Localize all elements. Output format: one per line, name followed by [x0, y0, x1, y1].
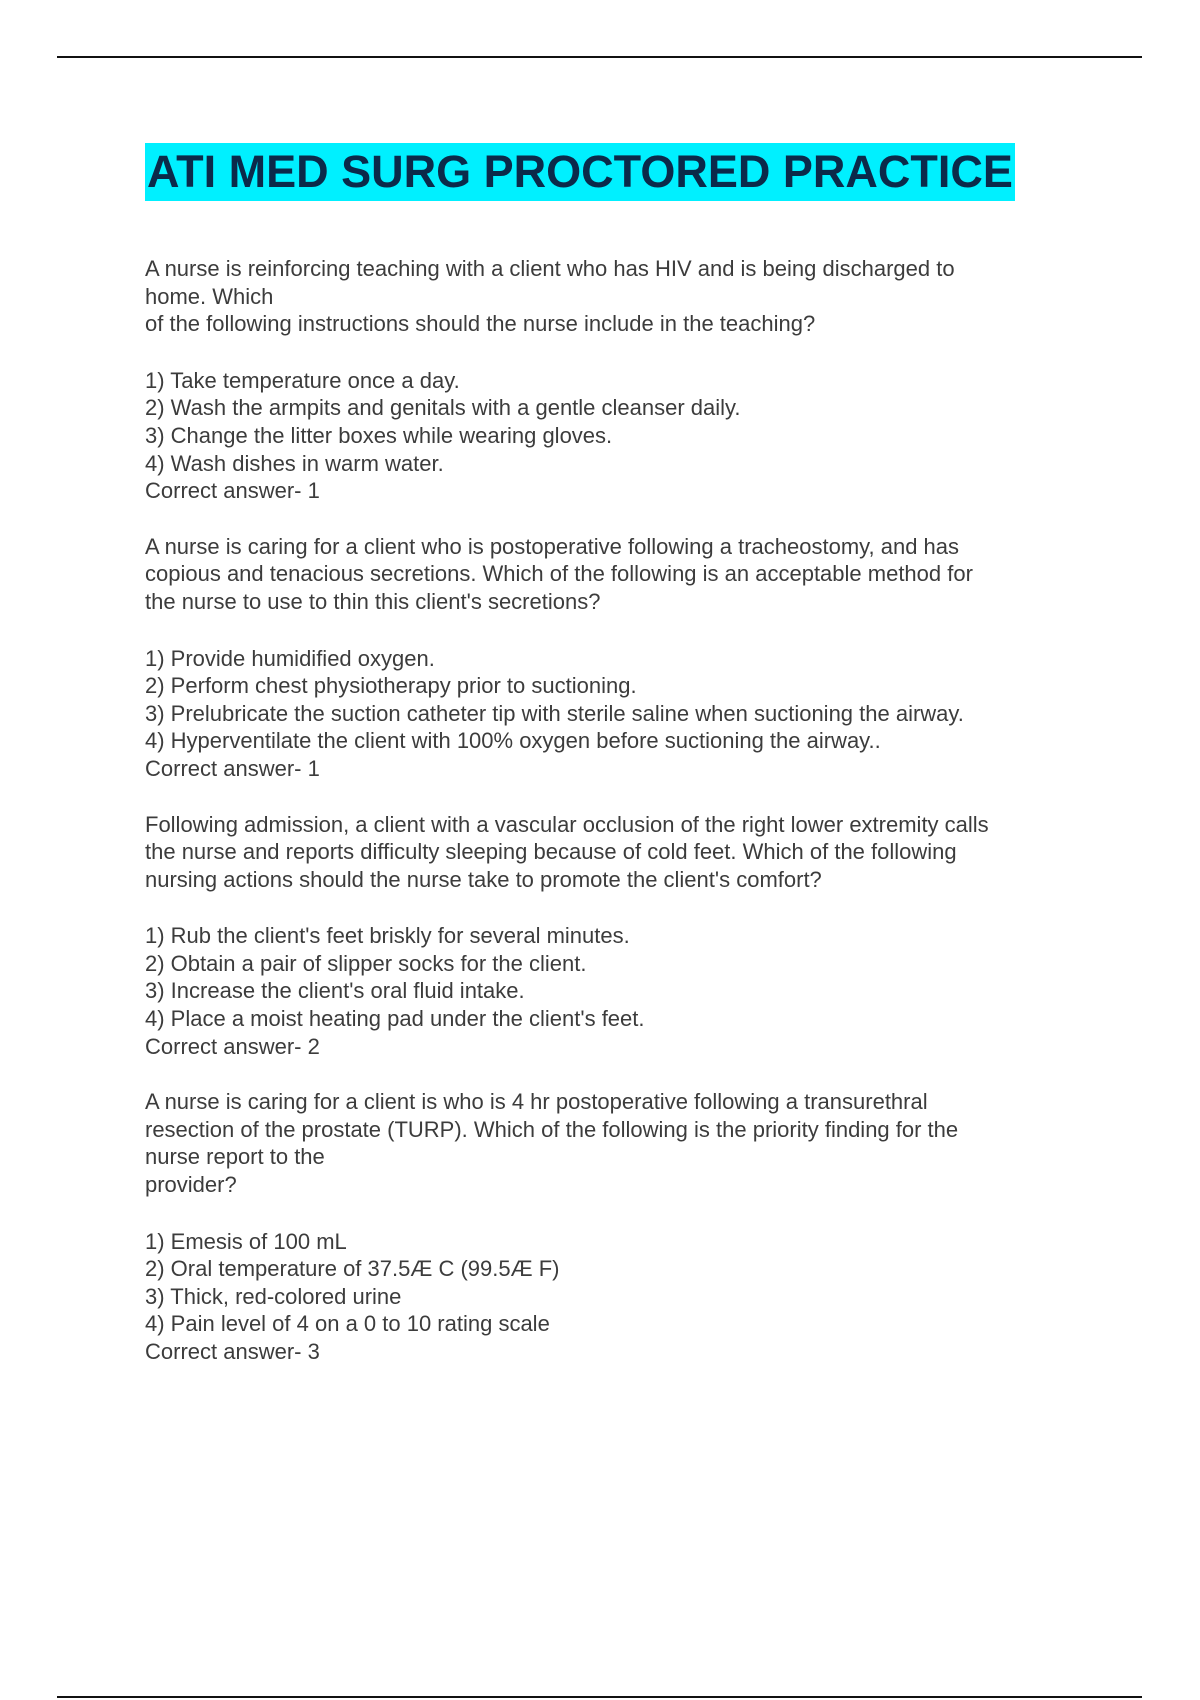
option-item: 2) Wash the armpits and genitals with a gentle cleanser daily.: [145, 395, 741, 421]
option-item: 1) Take temperature once a day.: [145, 367, 460, 393]
question-block: [145, 1088, 1085, 1365]
stem-line: resection of the prostate (TURP). Which of the following is the priority finding for the: [145, 1116, 959, 1142]
answer-options: [145, 922, 1085, 1060]
answer-options: [145, 645, 1085, 783]
stem-line: Following admission, a client with a vascular occlusion of the right lower extremity calls: [145, 811, 989, 837]
correct-answer: Correct answer- 2: [145, 1033, 320, 1059]
stem-line: A nurse is caring for a client who is postoperative following a tracheostomy, and has: [145, 533, 960, 559]
question-block: [145, 811, 1085, 1061]
document-title: ATI MED SURG PROCTORED PRACTICE: [147, 146, 1013, 197]
stem-line: of the following instructions should the nurse include in the teaching?: [145, 311, 816, 337]
question-stem: [145, 1088, 1085, 1198]
top-rule: [57, 56, 1142, 58]
stem-line: nurse report to the: [145, 1144, 325, 1170]
correct-answer: Correct answer- 1: [145, 755, 320, 781]
option-item: 3) Change the litter boxes while wearing gloves.: [145, 422, 613, 448]
option-item: 3) Prelubricate the suction catheter tip with sterile saline when suctioning the airway.: [145, 700, 964, 726]
correct-answer: Correct answer- 1: [145, 478, 320, 504]
option-item: 4) Hyperventilate the client with 100% oxygen before suctioning the airway..: [145, 728, 881, 754]
bottom-rule: [57, 1696, 1142, 1698]
question-block: [145, 255, 1085, 505]
stem-line: A nurse is caring for a client is who is 4 hr postoperative following a transurethral: [145, 1089, 928, 1115]
title-highlight: [145, 143, 1015, 201]
question-stem: [145, 533, 1085, 616]
option-item: 4) Wash dishes in warm water.: [145, 450, 444, 476]
option-item: 1) Emesis of 100 mL: [145, 1228, 347, 1254]
option-item: 1) Provide humidified oxygen.: [145, 645, 435, 671]
option-item: 2) Perform chest physiotherapy prior to suctioning.: [145, 673, 637, 699]
answer-options: [145, 1228, 1085, 1366]
stem-line: provider?: [145, 1172, 237, 1198]
stem-line: A nurse is reinforcing teaching with a client who has HIV and is being discharged to: [145, 256, 955, 281]
option-item: 3) Increase the client's oral fluid intake.: [145, 978, 525, 1004]
option-item: 1) Rub the client's feet briskly for several minutes.: [145, 923, 630, 949]
stem-line: the nurse and reports difficulty sleeping because of cold feet. Which of the following: [145, 839, 957, 865]
question-block: [145, 533, 1085, 783]
stem-line: home. Which: [145, 283, 274, 309]
option-item: 4) Place a moist heating pad under the client's feet.: [145, 1006, 645, 1032]
question-list: [145, 255, 1085, 1394]
option-item: 2) Obtain a pair of slipper socks for the client.: [145, 950, 587, 976]
option-item: 4) Pain level of 4 on a 0 to 10 rating scale: [145, 1311, 550, 1337]
stem-line: the nurse to use to thin this client's secretions?: [145, 588, 601, 614]
question-stem: [145, 255, 1085, 338]
answer-options: [145, 367, 1085, 505]
stem-line: nursing actions should the nurse take to promote the client's comfort?: [145, 866, 822, 892]
option-item: 2) Oral temperature of 37.5Æ C (99.5Æ F): [145, 1256, 560, 1282]
question-stem: [145, 811, 1085, 894]
option-item: 3) Thick, red-colored urine: [145, 1283, 402, 1309]
correct-answer: Correct answer- 3: [145, 1339, 320, 1364]
stem-line: copious and tenacious secretions. Which of the following is an acceptable method for: [145, 561, 973, 587]
